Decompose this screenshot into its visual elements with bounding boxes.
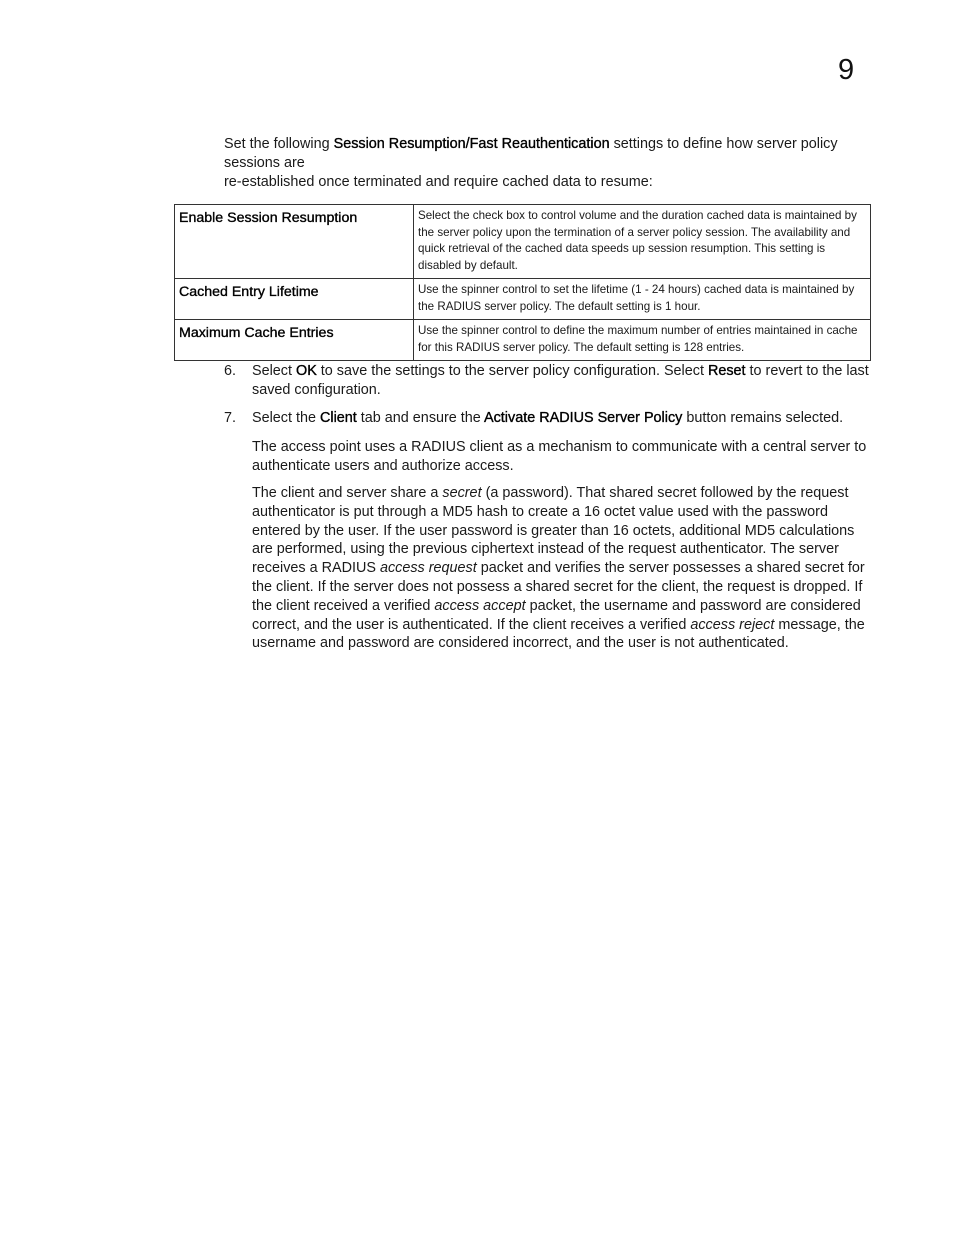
table-row (175, 279, 871, 320)
ok-term: OK (296, 363, 317, 379)
access-request-term: access request (379, 560, 477, 577)
step-text: Select (252, 363, 296, 379)
table-row (175, 205, 871, 279)
settings-table (174, 204, 871, 361)
setting-name: Maximum Cache Entries (175, 320, 414, 361)
step-number: 7. (224, 410, 237, 426)
step-7 (224, 409, 874, 428)
shared-secret-paragraph (252, 484, 872, 653)
step-number: 6. (224, 363, 237, 379)
intro-paragraph (224, 135, 874, 192)
step-body (252, 362, 874, 400)
access-accept-term: access accept (434, 597, 526, 614)
para-text: The client and server share a (252, 485, 443, 501)
para-text: message, the username and password are considered incorrect, and the user is not authenticated. (252, 616, 865, 652)
reset-term: Reset (707, 363, 746, 379)
step-text: to revert to the last saved configuration. (252, 363, 869, 398)
setting-name: Enable Session Resumption (175, 205, 414, 279)
secret-term: secret (442, 485, 482, 501)
para-text: packet and verifies the server possesses a shared secret for the client. If the server does not possess a shared secret for the client, the request is dropped. If the client received a verified (252, 560, 865, 614)
client-tab-term: Client (320, 410, 357, 426)
intro-text-after: settings to define how server policy sessions are (224, 136, 838, 171)
intro-bold-term: Session Resumption/Fast Reauthentication (333, 136, 610, 152)
chapter-number: 9 (838, 54, 855, 86)
para-text: (a password). That shared secret followed by the request authenticator is put through a MD5 hash to create a 16 octet value used with the password entered by the user. If the user password is greater than 16 octets, additional MD5 calculations are performed, using the previous ciphertext instead of the request authenticator. The server receives a RADIUS (252, 485, 855, 577)
table-row (175, 320, 871, 361)
setting-name: Cached Entry Lifetime (175, 279, 414, 320)
intro-text-before: Set the following (224, 136, 334, 152)
step-text: to save the settings to the server policy configuration. Select (316, 363, 708, 379)
step-body (252, 409, 874, 428)
step-text: Select the (252, 410, 320, 426)
setting-description: Use the spinner control to define the maximum number of entries maintained in cache for this RADIUS server policy. The default setting is 128 entries. (414, 320, 871, 361)
step-6 (224, 362, 874, 400)
step-text: button remains selected. (682, 410, 844, 426)
step-text: tab and ensure the (356, 410, 485, 426)
setting-description: Use the spinner control to set the lifetime (1 - 24 hours) cached data is maintained by the RADIUS server policy. The default setting is 1 hour. (414, 279, 871, 320)
activate-radius-term: Activate RADIUS Server Policy (484, 410, 683, 426)
radius-client-paragraph: The access point uses a RADIUS client as a mechanism to communicate with a central server to authenticate users and authorize access. (252, 439, 867, 474)
setting-description: Select the check box to control volume and the duration cached data is maintained by the server policy upon the termination of a server policy session. The availability and quick retrieval of the cached data speeds up session resumption. This setting is disabled by default. (414, 205, 871, 279)
para-text: packet, the username and password are considered correct, and the user is authenticated. If the client receives a verified (252, 597, 861, 633)
access-reject-term: access reject (690, 616, 775, 633)
intro-text-line2: re-established once terminated and require cached data to resume: (224, 174, 653, 190)
